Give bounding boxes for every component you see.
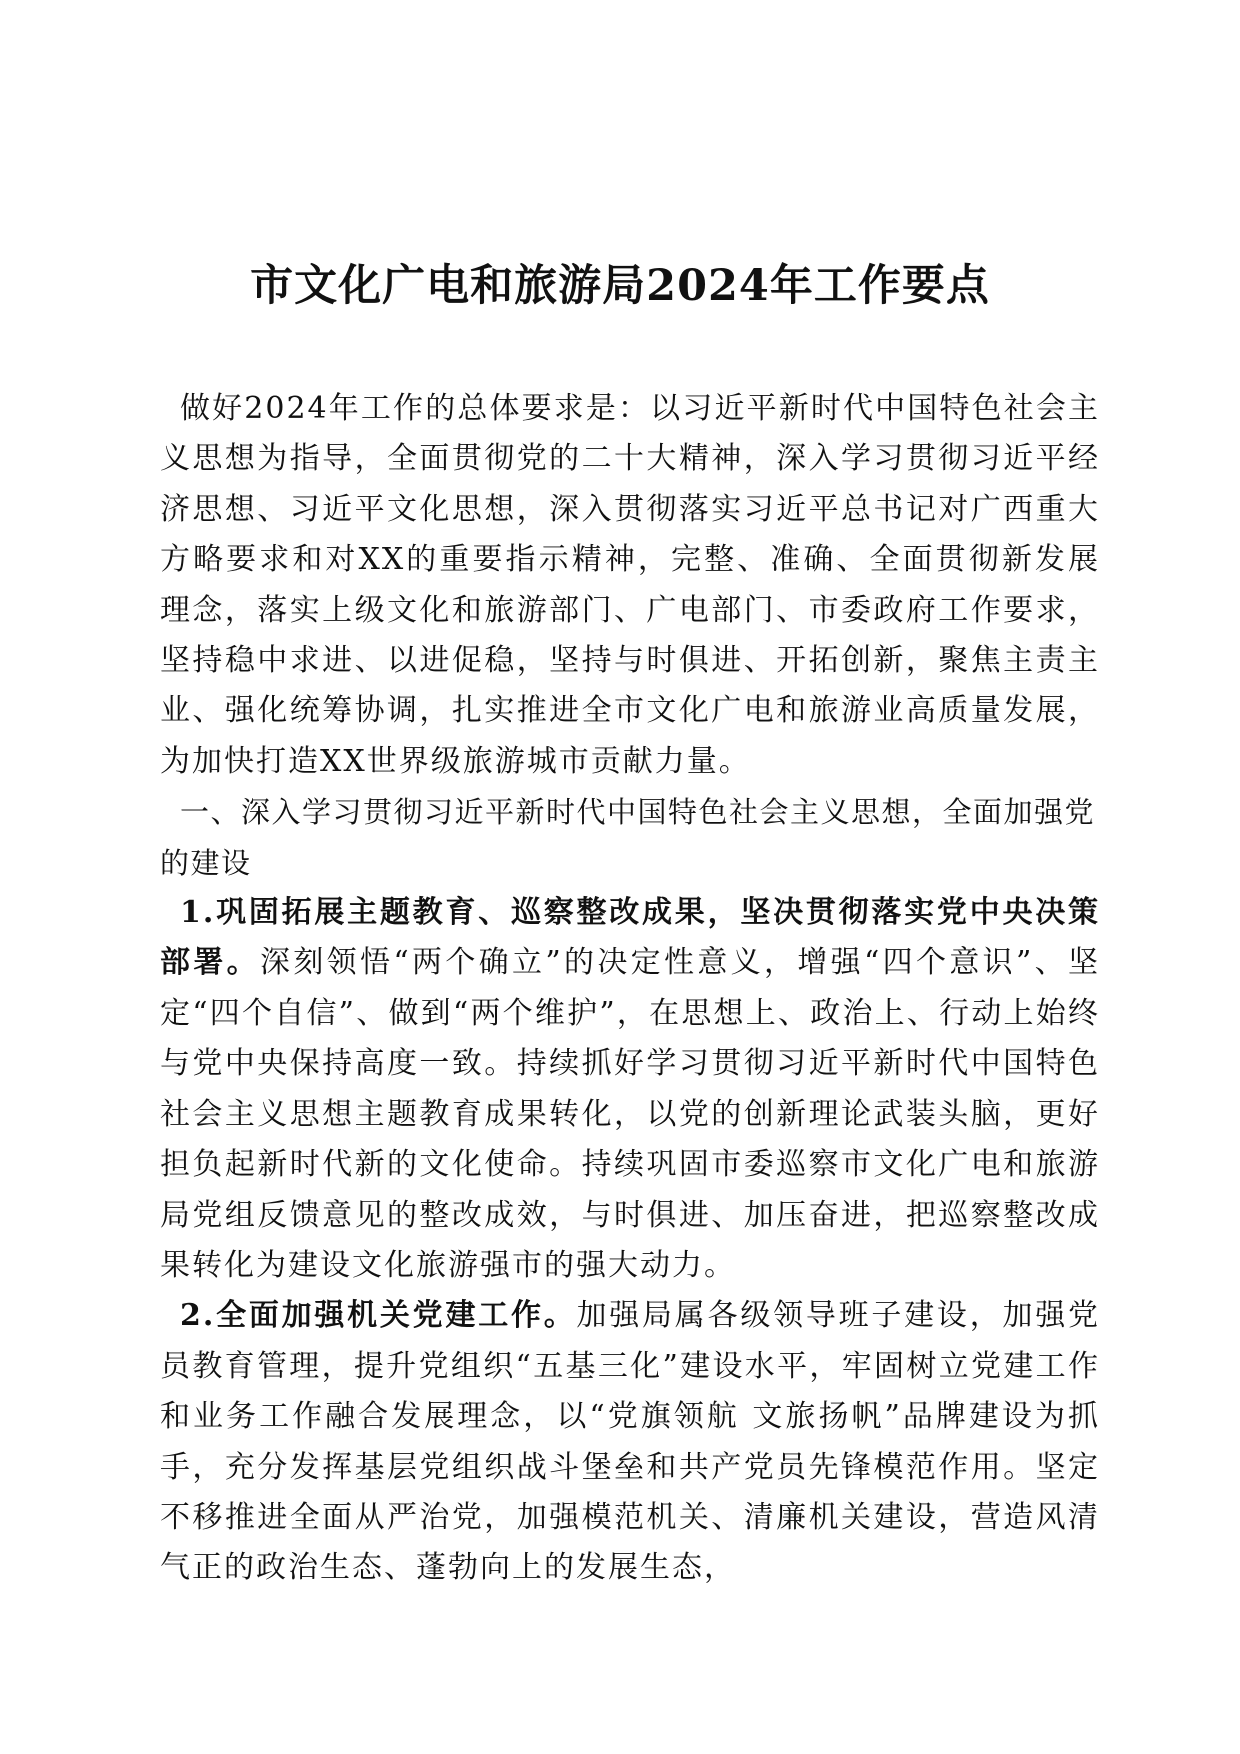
document-title: 市文化广电和旅游局2024年工作要点 xyxy=(250,261,990,311)
item-1-lead: 1.巩固拓展主题教育、巡察整改成果，坚决贯彻落实党中央决策部署。 xyxy=(160,895,1100,981)
item-2-lead: 2.全面加强机关党建工作。 xyxy=(180,1298,577,1334)
intro-paragraph: 做好2024年工作的总体要求是：以习近平新时代中国特色社会主义思想为指导，全面贯彻党的二十大精神，深入学习贯彻习近平经济思想、习近平文化思想，深入贯彻落实习近平总书记对广西重大方略要求和对XX的重要指示精神，完整、准确、全面贯彻新发展理念，落实上级文化和旅游部门、广电部门、市委政府工作要求，坚持稳中求进、以进促稳，坚持与时俱进、开拓创新，聚焦主责主业、强化统筹协调，扎实推进全市文化广电和旅游业高质量发展，为加快打造XX世界级旅游城市贡献力量。 xyxy=(160,391,1100,779)
item-1-paragraph xyxy=(160,888,1100,1291)
item-1-text: 深刻领悟“两个确立”的决定性意义，增强“四个意识”、坚定“四个自信”、做到“两个维护”，在思想上、政治上、行动上始终与党中央保持高度一致。持续抓好学习贯彻习近平新时代中国特色社会主义思想主题教育成果转化，以党的创新理论武装头脑，更好担负起新时代新的文化使命。持续巩固市委巡察市文化广电和旅游局党组反馈意见的整改成效，与时俱进、加压奋进，把巡察整改成果转化为建设文化旅游强市的强大动力。 xyxy=(160,945,1100,1283)
document-body xyxy=(160,384,1100,1594)
section-1-heading: 一、深入学习贯彻习近平新时代中国特色社会主义思想，全面加强党的建设 xyxy=(160,795,1096,880)
item-2-text: 加强局属各级领导班子建设，加强党员教育管理，提升党组织“五基三化”建设水平，牢固树立党建工作和业务工作融合发展理念，以“党旗领航 文旅扬帆”品牌建设为抓手，充分发挥基层党组织战斗堡垒和共产党员先锋模范作用。坚定不移推进全面从严治党，加强模范机关、清廉机关建设，营造风清气正的政治生态、蓬勃向上的发展生态， xyxy=(160,1298,1100,1586)
item-2-paragraph xyxy=(160,1291,1100,1593)
